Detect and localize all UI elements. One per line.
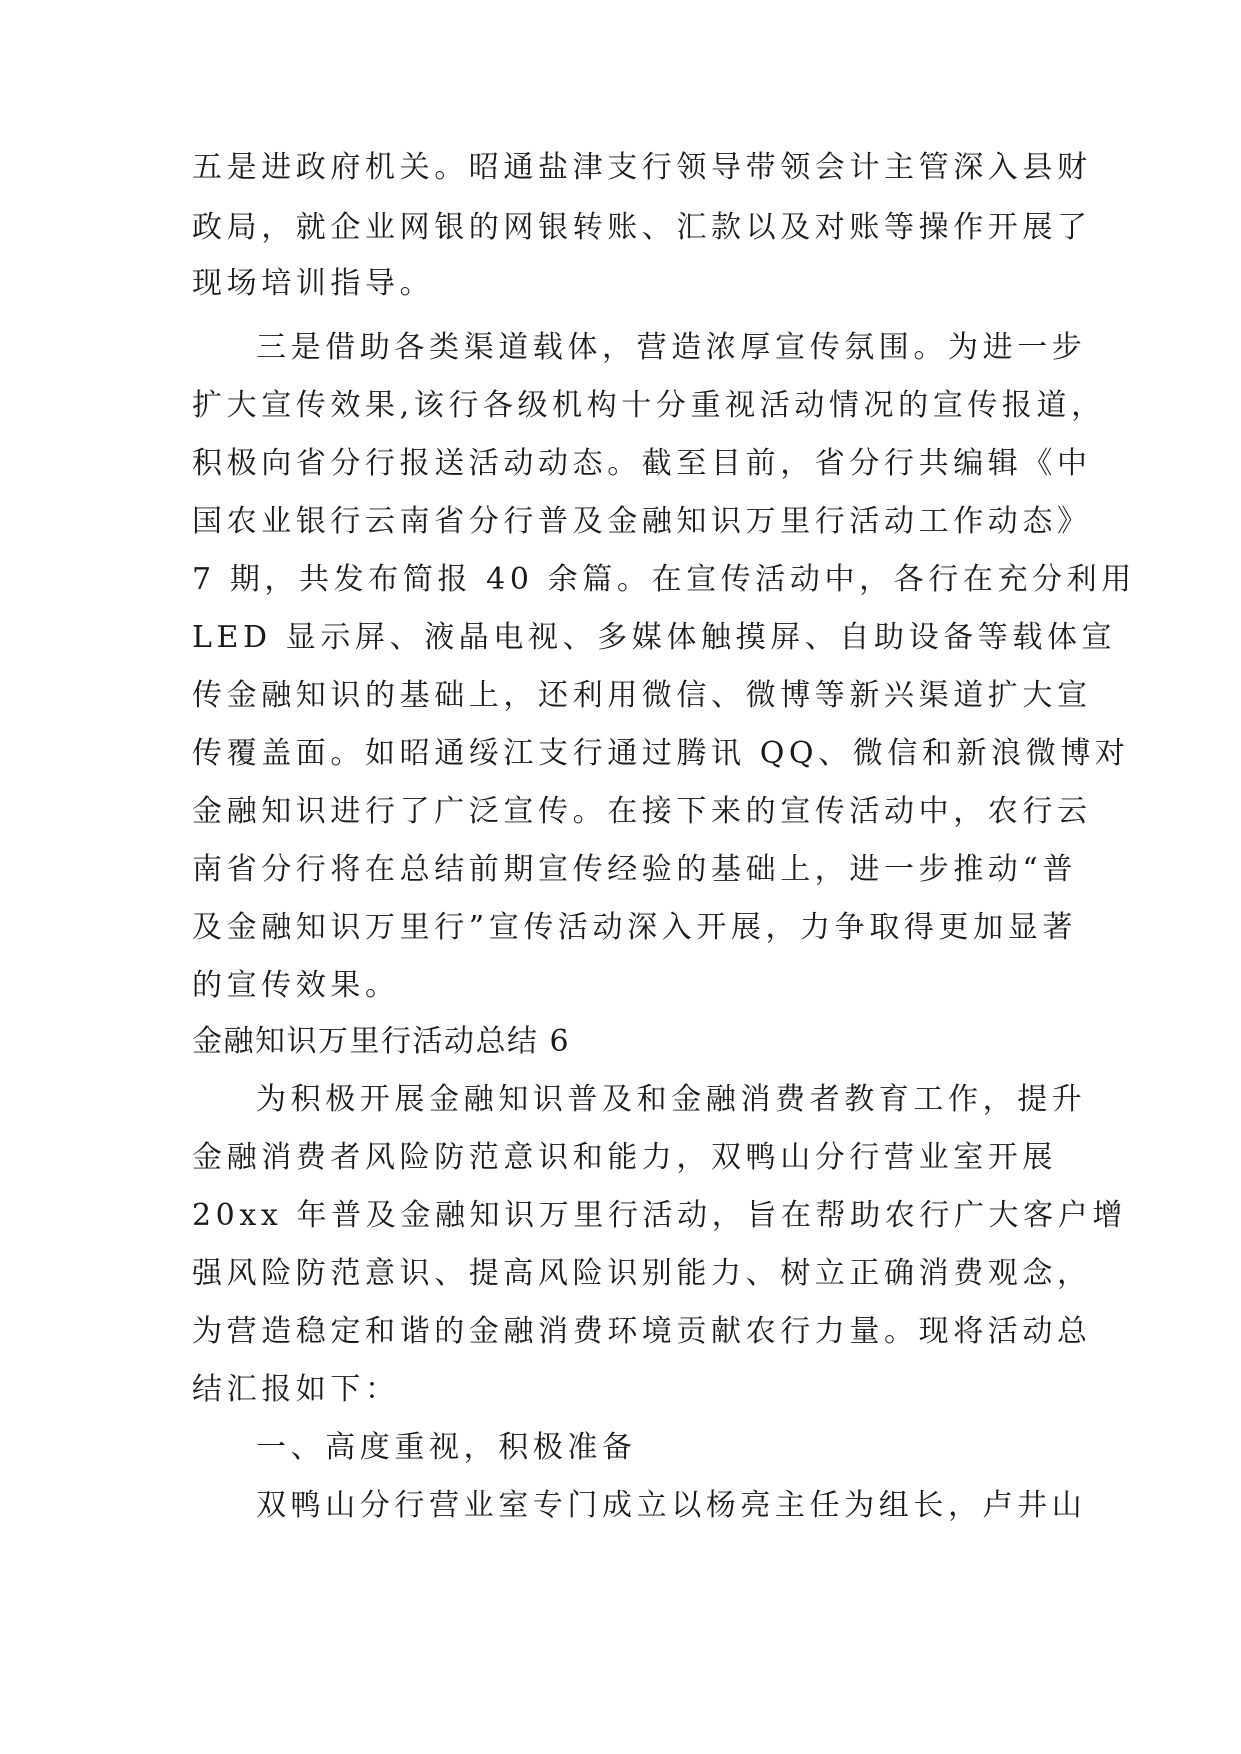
section-title: 金融知识万里行活动总结 6 (192, 1024, 571, 1059)
text-line: 7 期，共发布简报 40 余篇。在宣传活动中，各行在充分利用 (192, 562, 1136, 597)
text-line: 及金融知识万里行”宣传活动深入开展，力争取得更加显著 (192, 910, 1077, 945)
text-line: 双鸭山分行营业室专门成立以杨亮主任为组长，卢井山 (256, 1488, 1087, 1523)
text-line: 为营造稳定和谐的金融消费环境贡献农行力量。现将活动总 (192, 1314, 1092, 1349)
text-line: LED 显示屏、液晶电视、多媒体触摸屏、自助设备等载体宣 (192, 620, 1117, 655)
text-line: 传覆盖面。如昭通绥江支行通过腾讯 QQ、微信和新浪微博对 (192, 736, 1130, 771)
subheading: 一、高度重视，积极准备 (256, 1430, 637, 1465)
text-line: 积极向省分行报送活动动态。截至目前，省分行共编辑《中 (192, 446, 1092, 481)
text-line: 为积极开展金融知识普及和金融消费者教育工作，提升 (256, 1082, 1087, 1117)
text-line: 传金融知识的基础上，还利用微信、微博等新兴渠道扩大宣 (192, 678, 1092, 713)
text-line: 强风险防范意识、提高风险识别能力、树立正确消费观念， (192, 1256, 1092, 1291)
text-line: 五是进政府机关。昭通盐津支行领导带领会计主管深入县财 (192, 150, 1092, 185)
text-line: 金融知识进行了广泛宣传。在接下来的宣传活动中，农行云 (192, 794, 1092, 829)
text-line: 的宣传效果。 (192, 968, 400, 1003)
text-line: 三是借助各类渠道载体，营造浓厚宣传氛围。为进一步 (256, 330, 1087, 365)
text-line: 扩大宣传效果,该行各级机构十分重视活动情况的宣传报道， (192, 388, 1106, 423)
text-line: 结汇报如下： (192, 1372, 400, 1407)
text-line: 20xx 年普及金融知识万里行活动，旨在帮助农行广大客户增 (192, 1198, 1127, 1233)
text-line: 政局，就企业网银的网银转账、汇款以及对账等操作开展了 (192, 210, 1092, 245)
text-line: 现场培训指导。 (192, 266, 435, 301)
text-line: 国农业银行云南省分行普及金融知识万里行活动工作动态》 (192, 504, 1092, 539)
text-line: 南省分行将在总结前期宣传经验的基础上，进一步推动“普 (192, 852, 1077, 887)
text-line: 金融消费者风险防范意识和能力，双鸭山分行营业室开展 (192, 1140, 1057, 1175)
